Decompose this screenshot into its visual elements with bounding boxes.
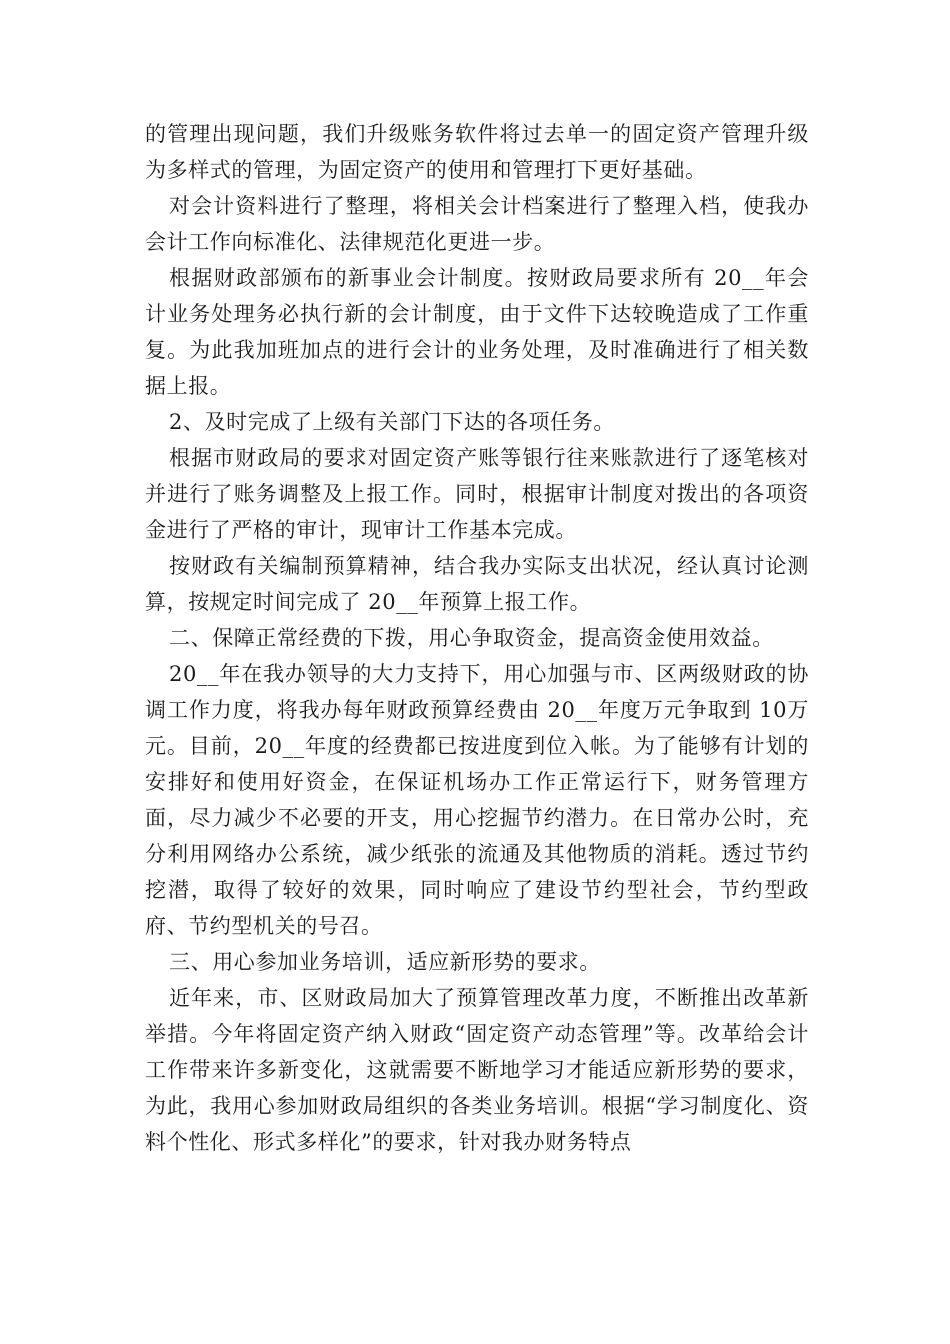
paragraph-new-accounting-system: 根据财政部颁布的新事业会计制度。按财政局要求所有 20__年会计业务处理务必执行新的会计制度，由于文件下达较晚造成了工作重复。为此我加班加点的进行会计的业务处理，及时准确进行了相关数据上报。 (145, 266, 809, 398)
document-body (145, 116, 809, 1160)
paragraph-heading-tasks-completed: 2、及时完成了上级有关部门下达的各项任务。 (169, 410, 615, 434)
paragraph-budget-report: 按财政有关编制预算精神，结合我办实际支出状况，经认真讨论测算，按规定时间完成了 20__年预算上报工作。 (145, 554, 809, 614)
paragraph-heading-section-three: 三、用心参加业务培训，适应新形势的要求。 (169, 950, 601, 974)
paragraph-continued-fixed-asset-management: 的管理出现问题，我们升级账务软件将过去单一的固定资产管理升级为多样式的管理，为固定资产的使用和管理打下更好基础。 (145, 122, 809, 182)
paragraph-training: 近年来，市、区财政局加大了预算管理改革力度，不断推出改革新举措。今年将固定资产纳入财政“固定资产动态管理”等。改革给会计工作带来许多新变化，这就需要不断地学习才能适应新形势的要求，为此，我用心参加财政局组织的各类业务培训。根据“学习制度化、资料个性化、形式多样化”的要求，针对我办财务特点 (145, 986, 809, 1154)
paragraph-heading-section-two: 二、保障正常经费的下拨，用心争取资金，提高资金使用效益。 (169, 626, 774, 650)
paragraph-accounting-archives: 对会计资料进行了整理，将相关会计档案进行了整理入档，使我办会计工作向标准化、法律规范化更进一步。 (145, 194, 809, 254)
paragraph-reconciliation-audit: 根据市财政局的要求对固定资产账等银行往来账款进行了逐笔核对并进行了账务调整及上报工作。同时，根据审计制度对拨出的各项资金进行了严格的审计，现审计工作基本完成。 (145, 446, 809, 542)
paragraph-funding-efficiency: 20__年在我办领导的大力支持下，用心加强与市、区两级财政的协调工作力度，将我办每年财政预算经费由 20__年度万元争取到 10万元。目前，20__年度的经费都已按进度到位入帐。为了能够有计划的安排好和使用好资金，在保证机场办工作正常运行下，财务管理方面，尽力减少不必要的开支，用心挖掘节约潜力。在日常办公时，充分利用网络办公系统，减少纸张的流通及其他物质的消耗。透过节约挖潜，取得了较好的效果，同时响应了建设节约型社会，节约型政府、节约型机关的号召。 (145, 662, 809, 938)
